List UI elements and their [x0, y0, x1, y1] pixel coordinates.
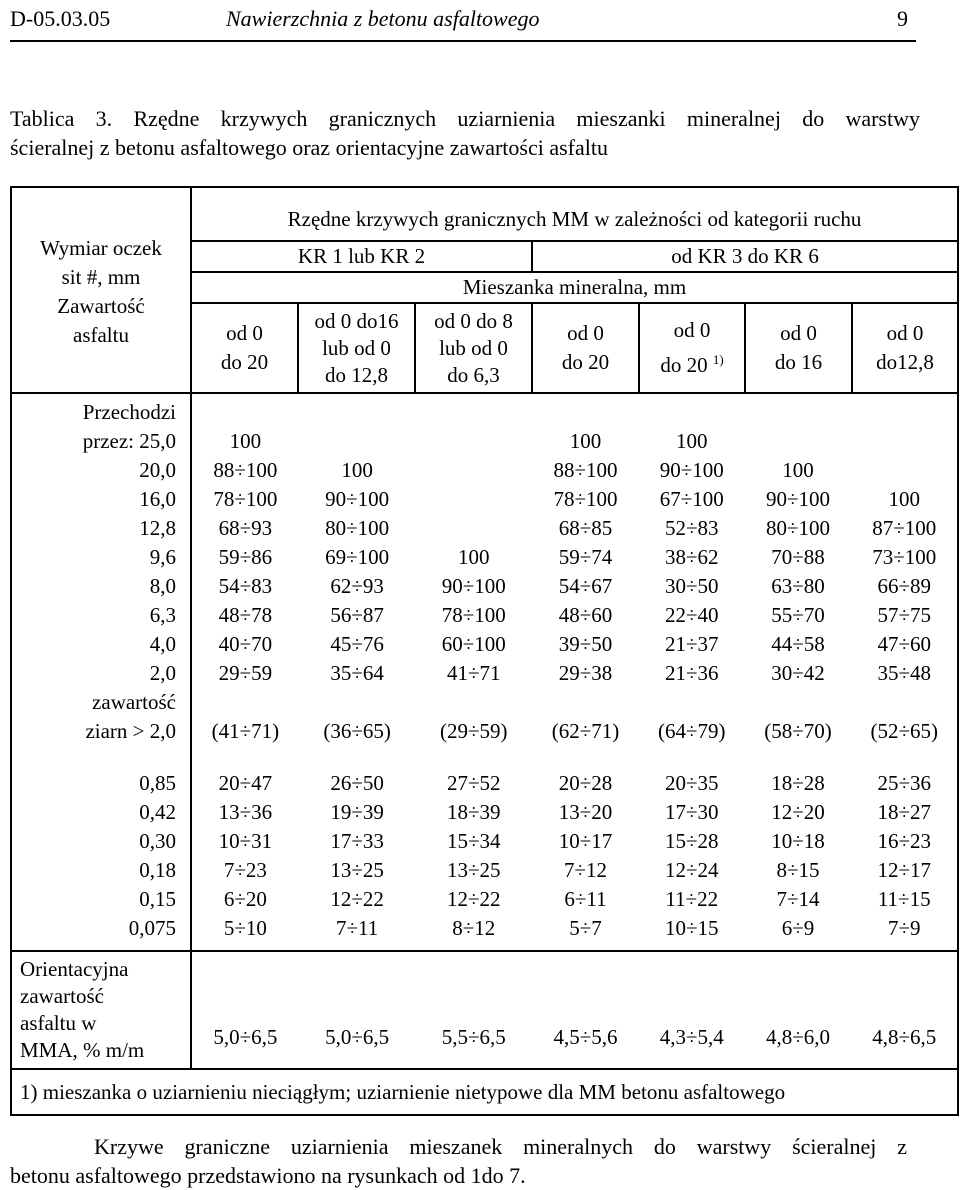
- column-header-line: lub od 0: [322, 335, 391, 360]
- value-cell: (64÷79): [657, 719, 726, 743]
- column-header-line: [640, 345, 744, 380]
- value-cell: 18÷27: [877, 800, 931, 824]
- top-header: Rzędne krzywych granicznych MM w zależności od kategorii ruchu: [191, 187, 958, 241]
- closing-line-2: betonu asfaltowego przedstawiono na rysunkach od 1do 7.: [10, 1163, 526, 1188]
- row-label: 4,0: [149, 632, 176, 656]
- value-column: [639, 398, 745, 746]
- value-cell: 54÷67: [558, 574, 613, 598]
- value-cell: 13÷25: [447, 858, 501, 882]
- column-header: [298, 303, 415, 393]
- column-header-text: do 20: [660, 353, 708, 377]
- document-title: Nawierzchnia z betonu asfaltowego: [226, 6, 540, 31]
- row-label: 16,0: [139, 487, 176, 511]
- value-cell: 19÷39: [330, 800, 384, 824]
- corner-line: Zawartość: [57, 294, 145, 318]
- column-header-line: od 0: [886, 321, 924, 345]
- value-cell: 6÷11: [564, 887, 607, 911]
- fine-labels: [12, 769, 176, 943]
- value-cell: 100: [229, 429, 262, 453]
- value-cell: 59÷86: [218, 545, 273, 569]
- row-label: przez: 25,0: [82, 429, 176, 453]
- value-cell: 18÷28: [771, 771, 825, 795]
- value-cell: 15÷34: [447, 829, 501, 853]
- value-cell: 67÷100: [659, 487, 724, 511]
- sieve-labels: [12, 398, 176, 746]
- orientation-values: [192, 981, 957, 1052]
- orientation-values-block: [191, 951, 958, 1069]
- table-caption: [10, 104, 920, 162]
- row-label: zawartość: [92, 690, 176, 714]
- grading-table: [10, 186, 959, 1116]
- value-cell: [415, 688, 532, 717]
- corner-line: asfaltu: [73, 323, 129, 347]
- value-cell: 78÷100: [441, 603, 506, 627]
- orientation-value: 5,0÷6,5: [213, 1024, 278, 1049]
- value-column: [639, 769, 745, 943]
- value-cell: 8÷12: [452, 916, 496, 940]
- value-cell: [415, 456, 532, 485]
- column-header: [532, 303, 639, 393]
- column-header: [745, 303, 852, 393]
- value-cell: 48÷60: [558, 603, 613, 627]
- value-column: [532, 398, 639, 746]
- value-cell: 12÷24: [664, 858, 719, 882]
- column-header-line: do 12,8: [325, 362, 388, 387]
- value-cell: 30÷50: [664, 574, 719, 598]
- value-cell: [299, 427, 416, 456]
- column-header-line: do 20: [220, 350, 269, 374]
- value-cell: 10÷15: [664, 916, 719, 940]
- value-cell: [851, 427, 957, 456]
- row-label: 9,6: [149, 545, 176, 569]
- value-cell: 12÷22: [330, 887, 384, 911]
- value-cell: 90÷100: [659, 458, 724, 482]
- value-cell: 47÷60: [877, 632, 931, 656]
- value-cell: 52÷83: [664, 516, 719, 540]
- orientation-value: 5,5÷6,5: [441, 1024, 506, 1049]
- closing-line-1: Krzywe graniczne uziarnienia mieszanek mineralnych do warstwy ścieralnej z: [94, 1134, 907, 1159]
- orientation-label-line: Orientacyjna: [20, 957, 129, 981]
- value-cell: 20÷35: [664, 771, 719, 795]
- fine-values-grid: [192, 769, 957, 943]
- value-cell: [745, 427, 852, 456]
- row-label: 0,85: [139, 771, 176, 795]
- value-cell: 100: [341, 458, 373, 482]
- value-cell: (52÷65): [870, 719, 938, 743]
- value-cell: (41÷71): [211, 719, 280, 743]
- value-cell: 7÷14: [776, 887, 820, 911]
- value-cell: 7÷11: [335, 916, 379, 940]
- value-cell: [532, 688, 639, 717]
- value-cell: 11÷15: [877, 887, 931, 911]
- column-header-line: do 20: [561, 350, 610, 374]
- row-label: 12,8: [139, 516, 176, 540]
- row-label: 2,0: [149, 661, 176, 685]
- value-cell: 62÷93: [330, 574, 384, 598]
- value-cell: 56÷87: [330, 603, 384, 627]
- value-cell: 18÷39: [447, 800, 501, 824]
- value-cell: 21÷37: [664, 632, 719, 656]
- value-cell: 12÷22: [447, 887, 501, 911]
- value-column: [745, 398, 852, 746]
- orientation-label-line: MMA, % m/m: [20, 1038, 145, 1062]
- value-cell: [415, 398, 532, 427]
- value-cell: 78÷100: [213, 487, 278, 511]
- value-cell: 25÷36: [877, 771, 931, 795]
- row-label: 6,3: [149, 603, 176, 627]
- page-number: 9: [897, 6, 908, 31]
- column-header: [639, 303, 745, 393]
- value-cell: 6÷9: [781, 916, 815, 940]
- column-header: [415, 303, 532, 393]
- value-cell: 60÷100: [441, 632, 506, 656]
- value-cell: [532, 398, 639, 427]
- value-cell: 66÷89: [877, 574, 931, 598]
- value-column: [415, 398, 532, 746]
- value-cell: 35÷64: [330, 661, 384, 685]
- value-cell: 5÷10: [223, 916, 267, 940]
- value-cell: 54÷83: [218, 574, 273, 598]
- value-cell: 68÷93: [218, 516, 273, 540]
- value-column: [851, 769, 957, 943]
- value-cell: 21÷36: [664, 661, 719, 685]
- row-label: Przechodzi: [82, 400, 176, 424]
- value-cell: 15÷28: [664, 829, 719, 853]
- value-cell: 27÷52: [447, 771, 501, 795]
- row-label: ziarn > 2,0: [85, 719, 176, 743]
- value-cell: 48÷78: [218, 603, 273, 627]
- value-cell: 40÷70: [218, 632, 273, 656]
- value-cell: 45÷76: [330, 632, 384, 656]
- value-cell: [415, 514, 532, 543]
- row-label: 0,30: [139, 829, 176, 853]
- value-cell: [192, 398, 299, 427]
- value-cell: 13÷25: [330, 858, 384, 882]
- value-cell: (58÷70): [764, 719, 832, 743]
- footnote-marker: 1): [712, 352, 724, 367]
- value-cell: 68÷85: [558, 516, 613, 540]
- page-header: [10, 4, 916, 42]
- value-cell: 6÷20: [223, 887, 267, 911]
- value-cell: [415, 485, 532, 514]
- value-cell: 13÷36: [218, 800, 273, 824]
- orientation-value: 4,5÷5,6: [553, 1024, 618, 1049]
- value-cell: 20÷47: [218, 771, 273, 795]
- value-cell: 17÷30: [664, 800, 719, 824]
- value-cell: 10÷17: [558, 829, 613, 853]
- row-label: 8,0: [149, 574, 176, 598]
- corner-line: Wymiar oczek: [40, 236, 162, 260]
- row-label: 0,18: [139, 858, 176, 882]
- fine-values-block: [191, 761, 958, 951]
- orientation-value: 4,8÷6,5: [872, 1024, 937, 1049]
- group-header-kr3-kr6: od KR 3 do KR 6: [532, 241, 958, 272]
- value-cell: [851, 456, 957, 485]
- value-cell: 59÷74: [558, 545, 613, 569]
- value-cell: 22÷40: [664, 603, 719, 627]
- column-header-line: od 0: [567, 321, 604, 345]
- value-cell: 26÷50: [330, 771, 384, 795]
- value-column: [745, 769, 852, 943]
- value-cell: 90÷100: [325, 487, 390, 511]
- value-cell: [639, 398, 745, 427]
- value-cell: 11÷22: [665, 887, 719, 911]
- column-header-line: od 0: [673, 318, 711, 342]
- value-cell: (29÷59): [440, 719, 508, 743]
- corner-line: sit #, mm: [61, 265, 141, 289]
- document-code: D-05.03.05: [10, 6, 111, 31]
- orientation-value: 5,0÷6,5: [325, 1024, 390, 1049]
- value-cell: 88÷100: [213, 458, 278, 482]
- orientation-label-line: asfaltu w: [20, 1011, 97, 1035]
- value-cell: [415, 427, 532, 456]
- value-cell: 100: [782, 458, 814, 482]
- value-cell: [299, 398, 416, 427]
- value-column: [192, 769, 299, 943]
- value-cell: 87÷100: [872, 516, 937, 540]
- value-cell: 63÷80: [771, 574, 825, 598]
- value-cell: (62÷71): [551, 719, 620, 743]
- group-header-kr1-kr2: KR 1 lub KR 2: [191, 241, 532, 272]
- row-label: 0,075: [128, 916, 176, 940]
- column-header-line: od 0 do16: [314, 308, 399, 333]
- value-cell: 10÷18: [771, 829, 825, 853]
- value-column: [299, 398, 416, 746]
- value-cell: 55÷70: [771, 603, 825, 627]
- value-cell: 12÷17: [877, 858, 931, 882]
- orientation-value: 4,3÷5,4: [659, 1024, 724, 1049]
- value-cell: 10÷31: [218, 829, 273, 853]
- orientation-label-line: zawartość: [20, 984, 104, 1008]
- closing-paragraph: [10, 1132, 907, 1190]
- row-label: 0,42: [139, 800, 176, 824]
- value-cell: [745, 398, 852, 427]
- column-header-line: od 0: [780, 321, 817, 345]
- value-cell: 90÷100: [765, 487, 830, 511]
- value-column: [532, 769, 639, 943]
- column-header-line: do 6,3: [447, 362, 500, 387]
- value-cell: 7÷12: [563, 858, 608, 882]
- value-cell: 5÷7: [569, 916, 602, 940]
- value-cell: [745, 688, 852, 717]
- value-cell: 17÷33: [330, 829, 384, 853]
- value-cell: 29÷59: [218, 661, 273, 685]
- orientation-value: 4,8÷6,0: [765, 1024, 830, 1049]
- footnote: 1) mieszanka o uziarnieniu nieciągłym; uziarnienie nietypowe dla MM betonu asfaltowego: [11, 1069, 958, 1115]
- value-cell: 78÷100: [553, 487, 618, 511]
- value-cell: [192, 688, 299, 717]
- value-cell: 100: [569, 429, 602, 453]
- corner-header: [11, 187, 191, 393]
- value-cell: 100: [675, 429, 708, 453]
- value-cell: 57÷75: [877, 603, 931, 627]
- caption-line-1: Tablica 3. Rzędne krzywych granicznych uziarnienia mieszanki mineralnej do warstwy: [10, 106, 920, 131]
- value-cell: 80÷100: [325, 516, 390, 540]
- value-cell: [851, 688, 957, 717]
- value-cell: 41÷71: [447, 661, 501, 685]
- sieve-values-block: [191, 393, 958, 761]
- column-header-line: lub od 0: [439, 335, 508, 360]
- sieve-values-grid: [192, 398, 957, 746]
- value-cell: 12÷20: [771, 800, 825, 824]
- value-cell: 39÷50: [558, 632, 613, 656]
- value-cell: 80÷100: [765, 516, 830, 540]
- column-header: [191, 303, 298, 393]
- value-cell: 100: [458, 545, 490, 569]
- value-cell: 20÷28: [558, 771, 613, 795]
- value-column: [299, 769, 416, 943]
- value-column: [192, 398, 299, 746]
- value-cell: 8÷15: [776, 858, 820, 882]
- column-header-line: od 0 do 8: [434, 308, 513, 333]
- value-cell: [299, 688, 416, 717]
- mix-header: Mieszanka mineralna, mm: [191, 272, 958, 303]
- value-cell: 88÷100: [553, 458, 618, 482]
- value-cell: 70÷88: [771, 545, 825, 569]
- orientation-label: [11, 951, 191, 1069]
- value-cell: [851, 398, 957, 427]
- value-cell: 44÷58: [771, 632, 825, 656]
- value-cell: 35÷48: [877, 661, 931, 685]
- row-label: 20,0: [139, 458, 176, 482]
- value-cell: 16÷23: [877, 829, 931, 853]
- value-cell: [639, 688, 745, 717]
- value-cell: (36÷65): [323, 719, 391, 743]
- value-cell: 13÷20: [558, 800, 613, 824]
- value-cell: 7÷9: [887, 916, 921, 940]
- value-column: [415, 769, 532, 943]
- value-cell: 100: [888, 487, 920, 511]
- value-cell: 73÷100: [872, 545, 937, 569]
- value-cell: 30÷42: [771, 661, 825, 685]
- value-cell: 90÷100: [441, 574, 506, 598]
- fine-label-column: [11, 761, 191, 951]
- column-header-line: do12,8: [876, 350, 934, 374]
- column-header: [852, 303, 958, 393]
- value-cell: 29÷38: [558, 661, 613, 685]
- value-cell: 38÷62: [664, 545, 719, 569]
- value-column: [851, 398, 957, 746]
- column-header-line: od 0: [226, 321, 263, 345]
- value-cell: 7÷23: [223, 858, 267, 882]
- caption-line-2: ścieralnej z betonu asfaltowego oraz orientacyjne zawartości asfaltu: [10, 135, 608, 160]
- sieve-label-column: [11, 393, 191, 761]
- row-label: 0,15: [139, 887, 176, 911]
- column-header-line: do 16: [774, 350, 823, 374]
- value-cell: 69÷100: [325, 545, 390, 569]
